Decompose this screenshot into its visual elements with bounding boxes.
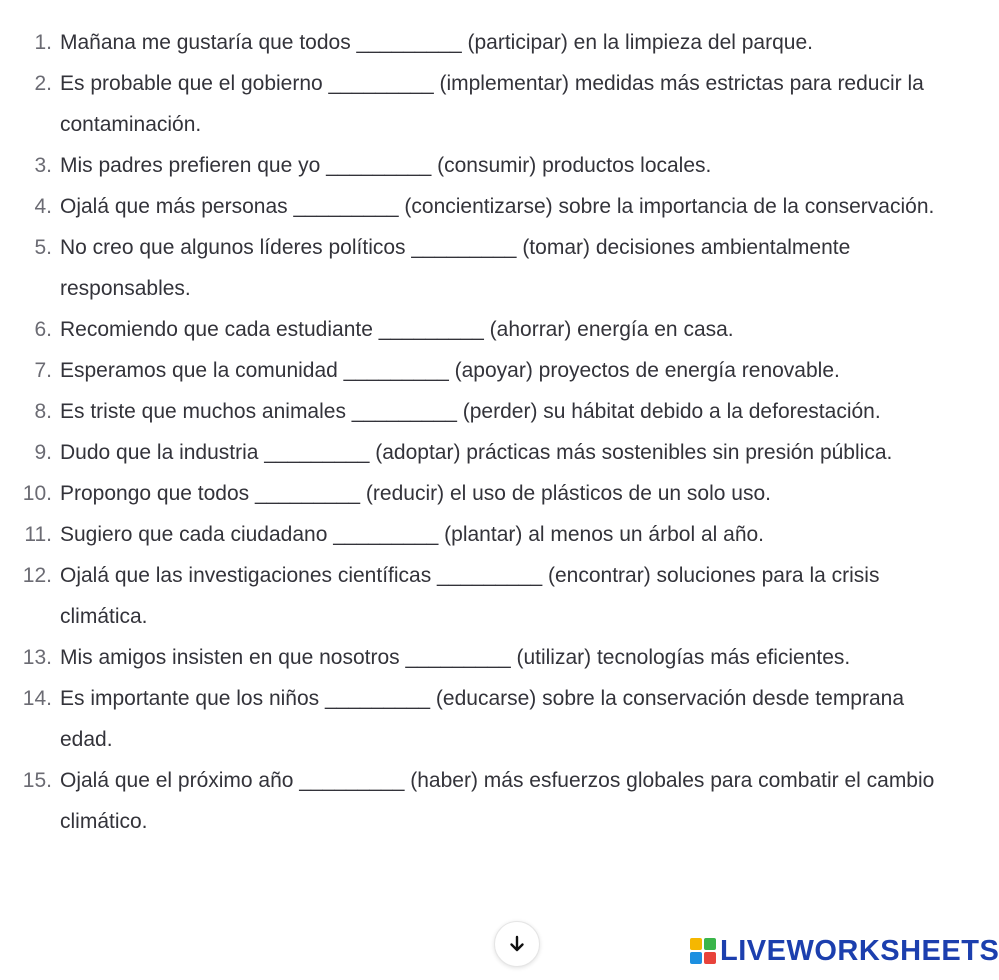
item-text: Ojalá que más personas _________ (concientizarse) sobre la importancia de la conservación. bbox=[60, 195, 935, 218]
exercise-list bbox=[0, 22, 999, 842]
item-number: 12. bbox=[22, 564, 52, 587]
list-item bbox=[0, 350, 999, 391]
item-number: 7. bbox=[34, 359, 52, 382]
item-number: 6. bbox=[34, 318, 52, 341]
item-text: Es importante que los niños _________ (educarse) sobre la conservación desde temprana edad. bbox=[60, 687, 905, 751]
item-text: Ojalá que el próximo año _________ (haber) más esfuerzos globales para combatir el cambio climático. bbox=[60, 769, 935, 833]
item-number: 10. bbox=[22, 482, 52, 505]
item-number: 5. bbox=[34, 236, 52, 259]
list-item bbox=[0, 760, 999, 842]
list-item bbox=[0, 63, 999, 145]
list-item bbox=[0, 391, 999, 432]
item-text: Recomiendo que cada estudiante _________ (ahorrar) energía en casa. bbox=[60, 318, 734, 341]
item-text: No creo que algunos líderes políticos _________ (tomar) decisiones ambientalmente responsables. bbox=[60, 236, 851, 300]
list-item bbox=[0, 514, 999, 555]
item-text: Esperamos que la comunidad _________ (apoyar) proyectos de energía renovable. bbox=[60, 359, 840, 382]
list-item bbox=[0, 555, 999, 637]
item-number: 3. bbox=[34, 154, 52, 177]
list-item bbox=[0, 22, 999, 63]
list-item bbox=[0, 473, 999, 514]
list-item bbox=[0, 309, 999, 350]
item-number: 14. bbox=[22, 687, 52, 710]
item-text: Mis amigos insisten en que nosotros _________ (utilizar) tecnologías más eficientes. bbox=[60, 646, 851, 669]
list-item bbox=[0, 227, 999, 309]
item-number: 2. bbox=[34, 72, 52, 95]
scroll-down-button[interactable] bbox=[494, 921, 540, 967]
item-text: Propongo que todos _________ (reducir) el uso de plásticos de un solo uso. bbox=[60, 482, 771, 505]
logo-mark-icon bbox=[690, 938, 716, 964]
item-text: Dudo que la industria _________ (adoptar) prácticas más sostenibles sin presión pública. bbox=[60, 441, 893, 464]
logo-text: LIVEWORKSHEETS bbox=[720, 935, 999, 967]
item-text: Es probable que el gobierno _________ (implementar) medidas más estrictas para reducir la contaminación. bbox=[60, 72, 924, 136]
liveworksheets-logo bbox=[690, 936, 999, 966]
item-text: Mañana me gustaría que todos _________ (participar) en la limpieza del parque. bbox=[60, 31, 813, 54]
list-item bbox=[0, 678, 999, 760]
item-number: 8. bbox=[34, 400, 52, 423]
list-item bbox=[0, 637, 999, 678]
item-number: 1. bbox=[34, 31, 52, 54]
item-text: Es triste que muchos animales _________ (perder) su hábitat debido a la deforestación. bbox=[60, 400, 881, 423]
list-item bbox=[0, 145, 999, 186]
item-number: 4. bbox=[34, 195, 52, 218]
item-text: Ojalá que las investigaciones científicas _________ (encontrar) soluciones para la crisis climática. bbox=[60, 564, 880, 628]
list-item bbox=[0, 432, 999, 473]
item-number: 15. bbox=[22, 769, 52, 792]
item-number: 9. bbox=[34, 441, 52, 464]
item-number: 11. bbox=[24, 523, 52, 546]
list-item bbox=[0, 186, 999, 227]
item-text: Mis padres prefieren que yo _________ (consumir) productos locales. bbox=[60, 154, 712, 177]
item-number: 13. bbox=[22, 646, 52, 669]
item-text: Sugiero que cada ciudadano _________ (plantar) al menos un árbol al año. bbox=[60, 523, 765, 546]
arrow-down-icon bbox=[507, 934, 527, 954]
